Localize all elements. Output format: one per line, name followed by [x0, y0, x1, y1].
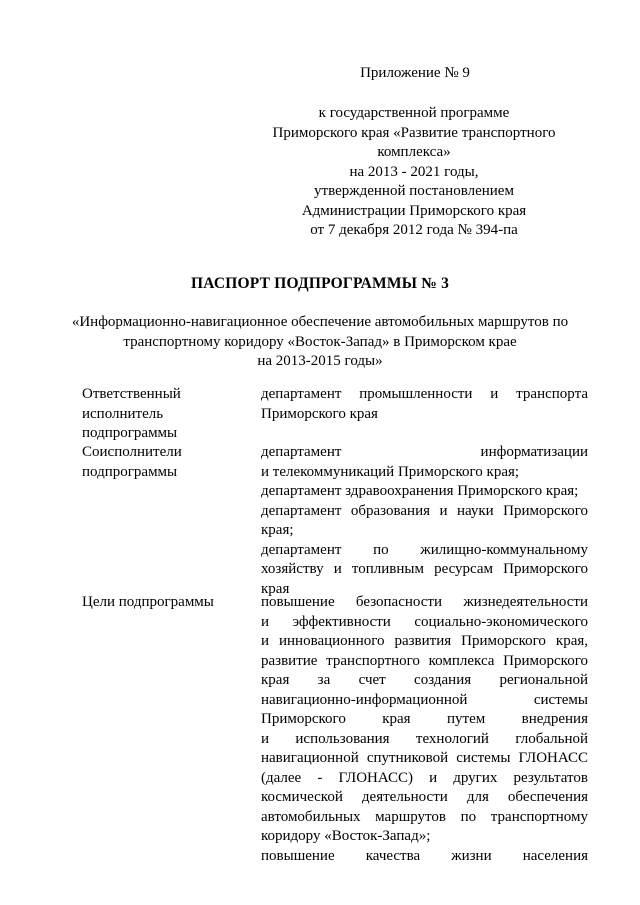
subtitle-line: транспортному коридору «Восток-Запад» в Приморском крае: [123, 333, 517, 350]
row-value-goals: [261, 593, 588, 866]
value-line: (далее - ГЛОНАСС) и других результатов: [261, 769, 588, 786]
value-line: департамент промышленности и транспорта: [261, 386, 588, 402]
value-line: и использования технологий глобальной: [261, 730, 588, 747]
value-line: Приморского края: [261, 405, 378, 422]
appendix-body: [244, 104, 584, 241]
value-line: навигационной спутниковой системы ГЛОНАСС: [261, 750, 588, 766]
appendix-line: Приморского края «Развитие транспортного: [272, 124, 556, 141]
value-line: и эффективности социально-экономического: [261, 613, 588, 630]
appendix-title: Приложение № 9: [360, 65, 470, 81]
label-line: подпрограммы: [82, 463, 178, 480]
value-line: хозяйству и топливным ресурсам Приморского: [261, 561, 588, 577]
value-line: развитие транспортного комплекса Приморского: [261, 652, 588, 669]
appendix-line: на 2013 - 2021 годы,: [349, 163, 479, 180]
value-line: повышение безопасности жизнедеятельности: [261, 594, 588, 610]
label-line: исполнитель: [82, 405, 164, 422]
value-line: и инновационного развития Приморского края,: [261, 633, 588, 649]
subtitle-line: «Информационно-навигационное обеспечение автомобильных маршрутов по: [71, 314, 569, 330]
subtitle-line: на 2013-2015 годы»: [257, 353, 383, 369]
row-label-responsible-executor: [82, 385, 242, 444]
value-line: департамент информатизации: [261, 444, 588, 460]
passport-subtitle: [70, 313, 570, 372]
label-line: Ответственный: [82, 386, 181, 402]
label-line: Цели подпрограммы: [82, 594, 214, 610]
value-line: департамент образования и науки Приморского: [261, 502, 588, 519]
value-line: и телекоммуникаций Приморского края;: [261, 463, 520, 480]
value-line: департамент по жилищно-коммунальному: [261, 541, 588, 558]
label-line: Соисполнители: [82, 444, 182, 460]
value-line: навигационно-информационной системы: [261, 691, 588, 708]
value-line: автомобильных маршрутов по транспортному: [261, 808, 588, 825]
appendix-line: от 7 декабря 2012 года № 394-па: [310, 222, 518, 238]
appendix-line: утвержденной постановлением: [314, 183, 514, 199]
value-line: коридору «Восток-Запад»;: [261, 828, 431, 844]
value-line: департамент здравоохранения Приморского края;: [261, 483, 579, 499]
value-line: края за счет создания региональной: [261, 672, 588, 688]
row-label-goals: [82, 593, 242, 613]
value-line: повышение качества жизни населения: [261, 847, 588, 864]
appendix-line: к государственной программе: [318, 105, 510, 121]
value-line: края;: [261, 522, 294, 538]
label-line: подпрограммы: [82, 425, 178, 441]
row-value-responsible-executor: [261, 385, 588, 424]
value-line: края: [261, 580, 290, 597]
value-line: Приморского края путем внедрения: [261, 711, 588, 727]
appendix-line: Администрации Приморского края: [301, 202, 527, 219]
row-label-co-executors: [82, 443, 242, 482]
value-line: космической деятельности для обеспечения: [261, 789, 588, 805]
row-value-co-executors: [261, 443, 588, 599]
appendix-line: комплекса»: [377, 144, 451, 160]
passport-heading: ПАСПОРТ ПОДПРОГРАММЫ № 3: [190, 275, 450, 292]
